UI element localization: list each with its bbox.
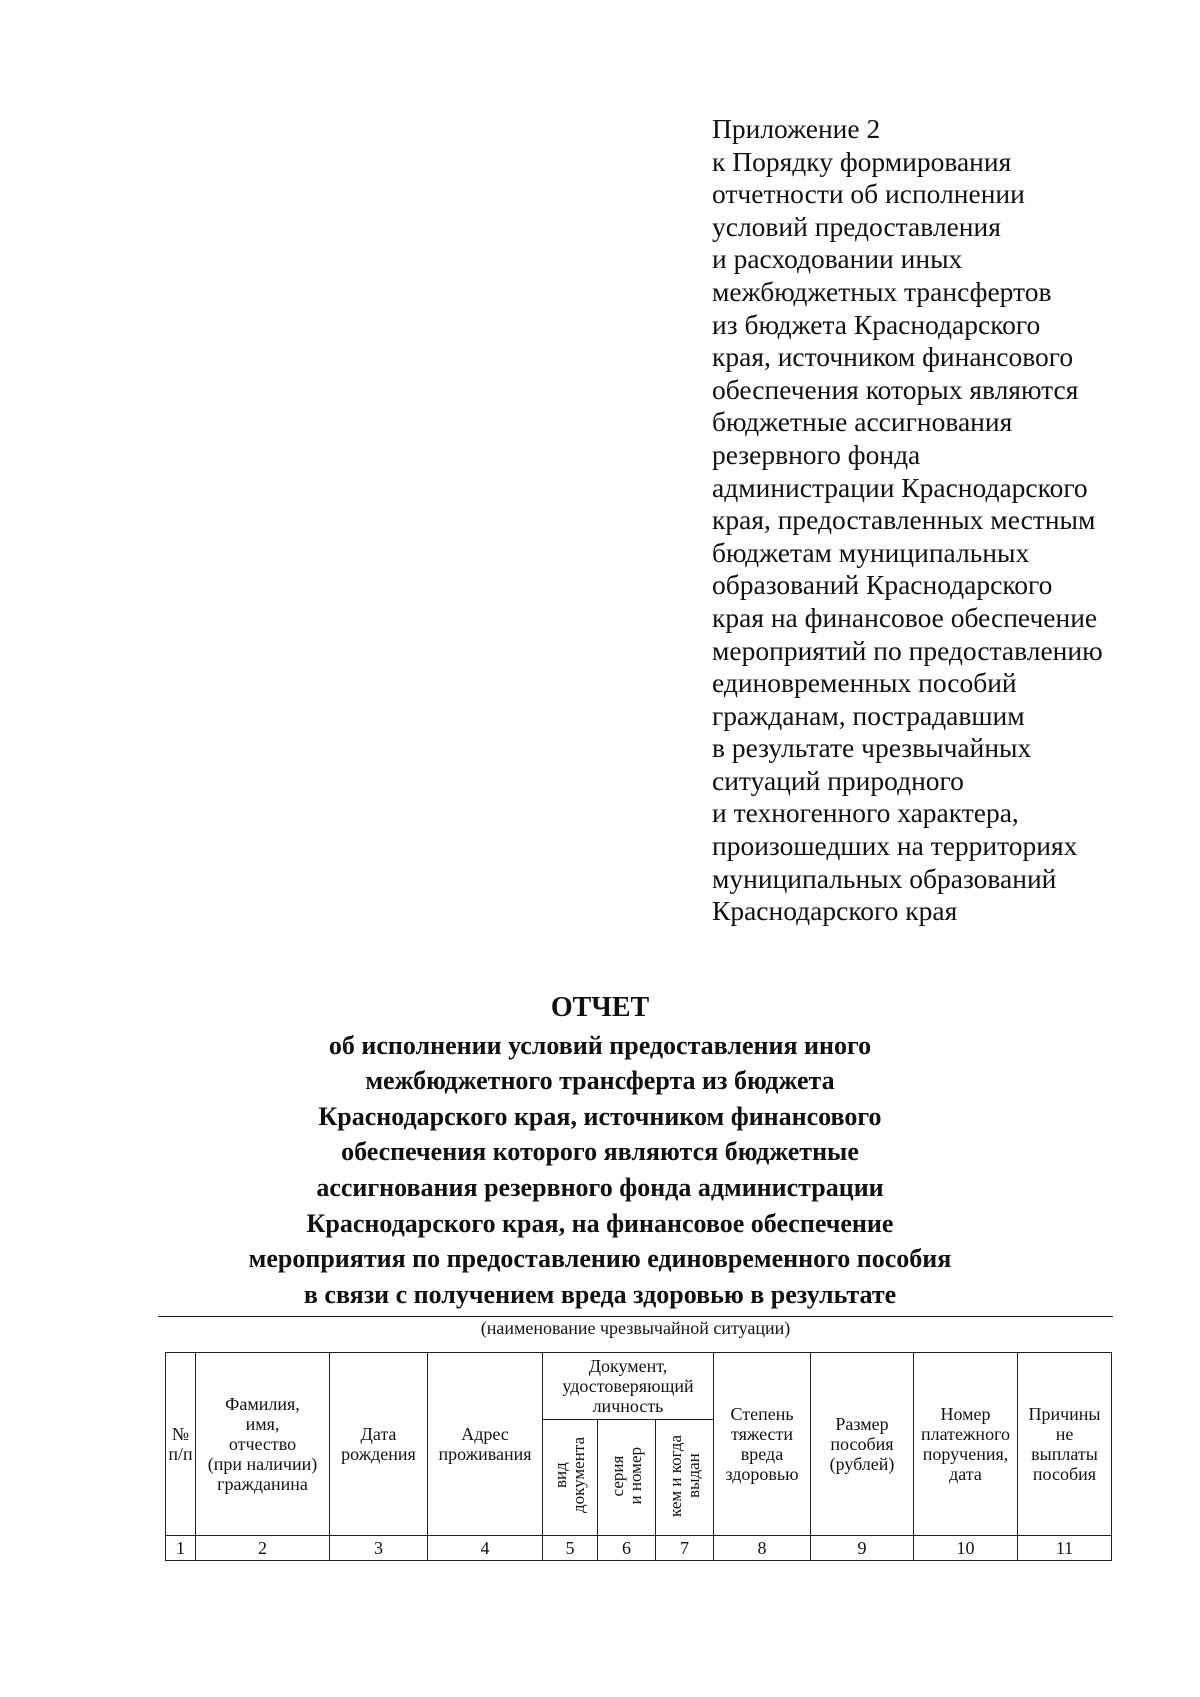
column-number: 9 [811,1536,914,1561]
header-num: № п/п [166,1353,196,1536]
report-subtitle-line: Краснодарского края, на финансовое обеспечение [306,1208,894,1238]
appendix-line: муниципальных образований [712,862,1057,894]
column-number: 4 [428,1536,543,1561]
report-subtitle-line: ассигнования резервного фонда администрации [316,1172,884,1202]
appendix-line: резервного фонда [712,438,921,470]
header-address: Адрес проживания [428,1353,543,1536]
header-doc-issued: кем и когда выдан [665,1434,703,1517]
appendix-line: Приложение 2 [712,113,881,144]
column-number: 3 [330,1536,428,1561]
header-doc-series-cell [598,1420,656,1536]
header-amount: Размер пособия (рублей) [811,1353,914,1536]
appendix-line: отчетности об исполнении [712,178,1025,210]
report-title: ОТЧЕТ [550,992,650,1023]
appendix-line: образований Краснодарского [712,569,1053,601]
appendix-header [712,113,1172,928]
report-subtitle-line: мероприятия по предоставлению единовременного пособия [248,1244,952,1274]
header-doc-series: серия и номер [607,1446,645,1505]
appendix-line: и техногенного характера, [712,797,1019,829]
header-payment-order: Номер платежного поручения, дата [914,1353,1018,1536]
appendix-line: ситуаций природного [712,764,964,796]
column-number: 6 [598,1536,656,1561]
appendix-line: межбюджетных трансфертов [712,275,1052,307]
appendix-line: бюджетам муниципальных [712,536,1030,568]
header-identity-document: Документ, удостоверяющий личность [543,1353,714,1420]
report-title-block [160,990,1040,1312]
appendix-line: и расходовании иных [712,243,963,275]
appendix-line: обеспечения которых являются [712,373,1079,405]
appendix-line: края на финансовое обеспечение [712,601,1098,633]
report-table [165,1352,1112,1561]
column-number: 10 [914,1536,1018,1561]
appendix-line: мероприятий по предоставлению [712,634,1103,666]
appendix-line: гражданам, пострадавшим [712,699,1025,731]
appendix-line: в результате чрезвычайных [712,732,1032,764]
appendix-line: из бюджета Краснодарского [712,308,1041,340]
appendix-line: края, предоставленных местным [712,504,1096,536]
column-number: 7 [656,1536,714,1561]
header-reason: Причины не выплаты пособия [1018,1353,1112,1536]
header-severity: Степень тяжести вреда здоровью [714,1353,811,1536]
column-number-row [166,1536,1112,1561]
appendix-line: бюджетные ассигнования [712,406,1013,438]
header-doc-issued-cell [656,1420,714,1536]
column-number: 1 [166,1536,196,1561]
column-number: 2 [196,1536,330,1561]
report-subtitle-line: обеспечения которого являются бюджетные [341,1137,859,1167]
appendix-line: администрации Краснодарского [712,471,1088,503]
emergency-caption: (наименование чрезвычайной ситуации) [480,1318,791,1338]
emergency-name-line [158,1316,1113,1317]
header-birth-date: Дата рождения [330,1353,428,1536]
report-subtitle-line: межбюджетного трансферта из бюджета [365,1066,835,1096]
header-name: Фамилия, имя, отчество (при наличии) гражданина [196,1353,330,1536]
column-number: 5 [543,1536,598,1561]
appendix-line: края, источником финансового [712,341,1074,373]
report-subtitle-line: Краснодарского края, источником финансового [318,1101,882,1131]
appendix-line: условий предоставления [712,210,1001,242]
column-number: 11 [1018,1536,1112,1561]
report-subtitle-line: в связи с получением вреда здоровью в результате [303,1279,897,1309]
header-doc-type-cell [543,1420,598,1536]
appendix-line: произошедших на территориях [712,830,1078,862]
appendix-line: к Порядку формирования [712,145,1012,177]
appendix-line: Краснодарского края [712,895,958,927]
appendix-line: единовременных пособий [712,667,1017,699]
report-subtitle-line: об исполнении условий предоставления иного [328,1030,872,1060]
column-number: 8 [714,1536,811,1561]
table-header-row [166,1353,1112,1420]
header-doc-type: вид документа [551,1437,588,1514]
